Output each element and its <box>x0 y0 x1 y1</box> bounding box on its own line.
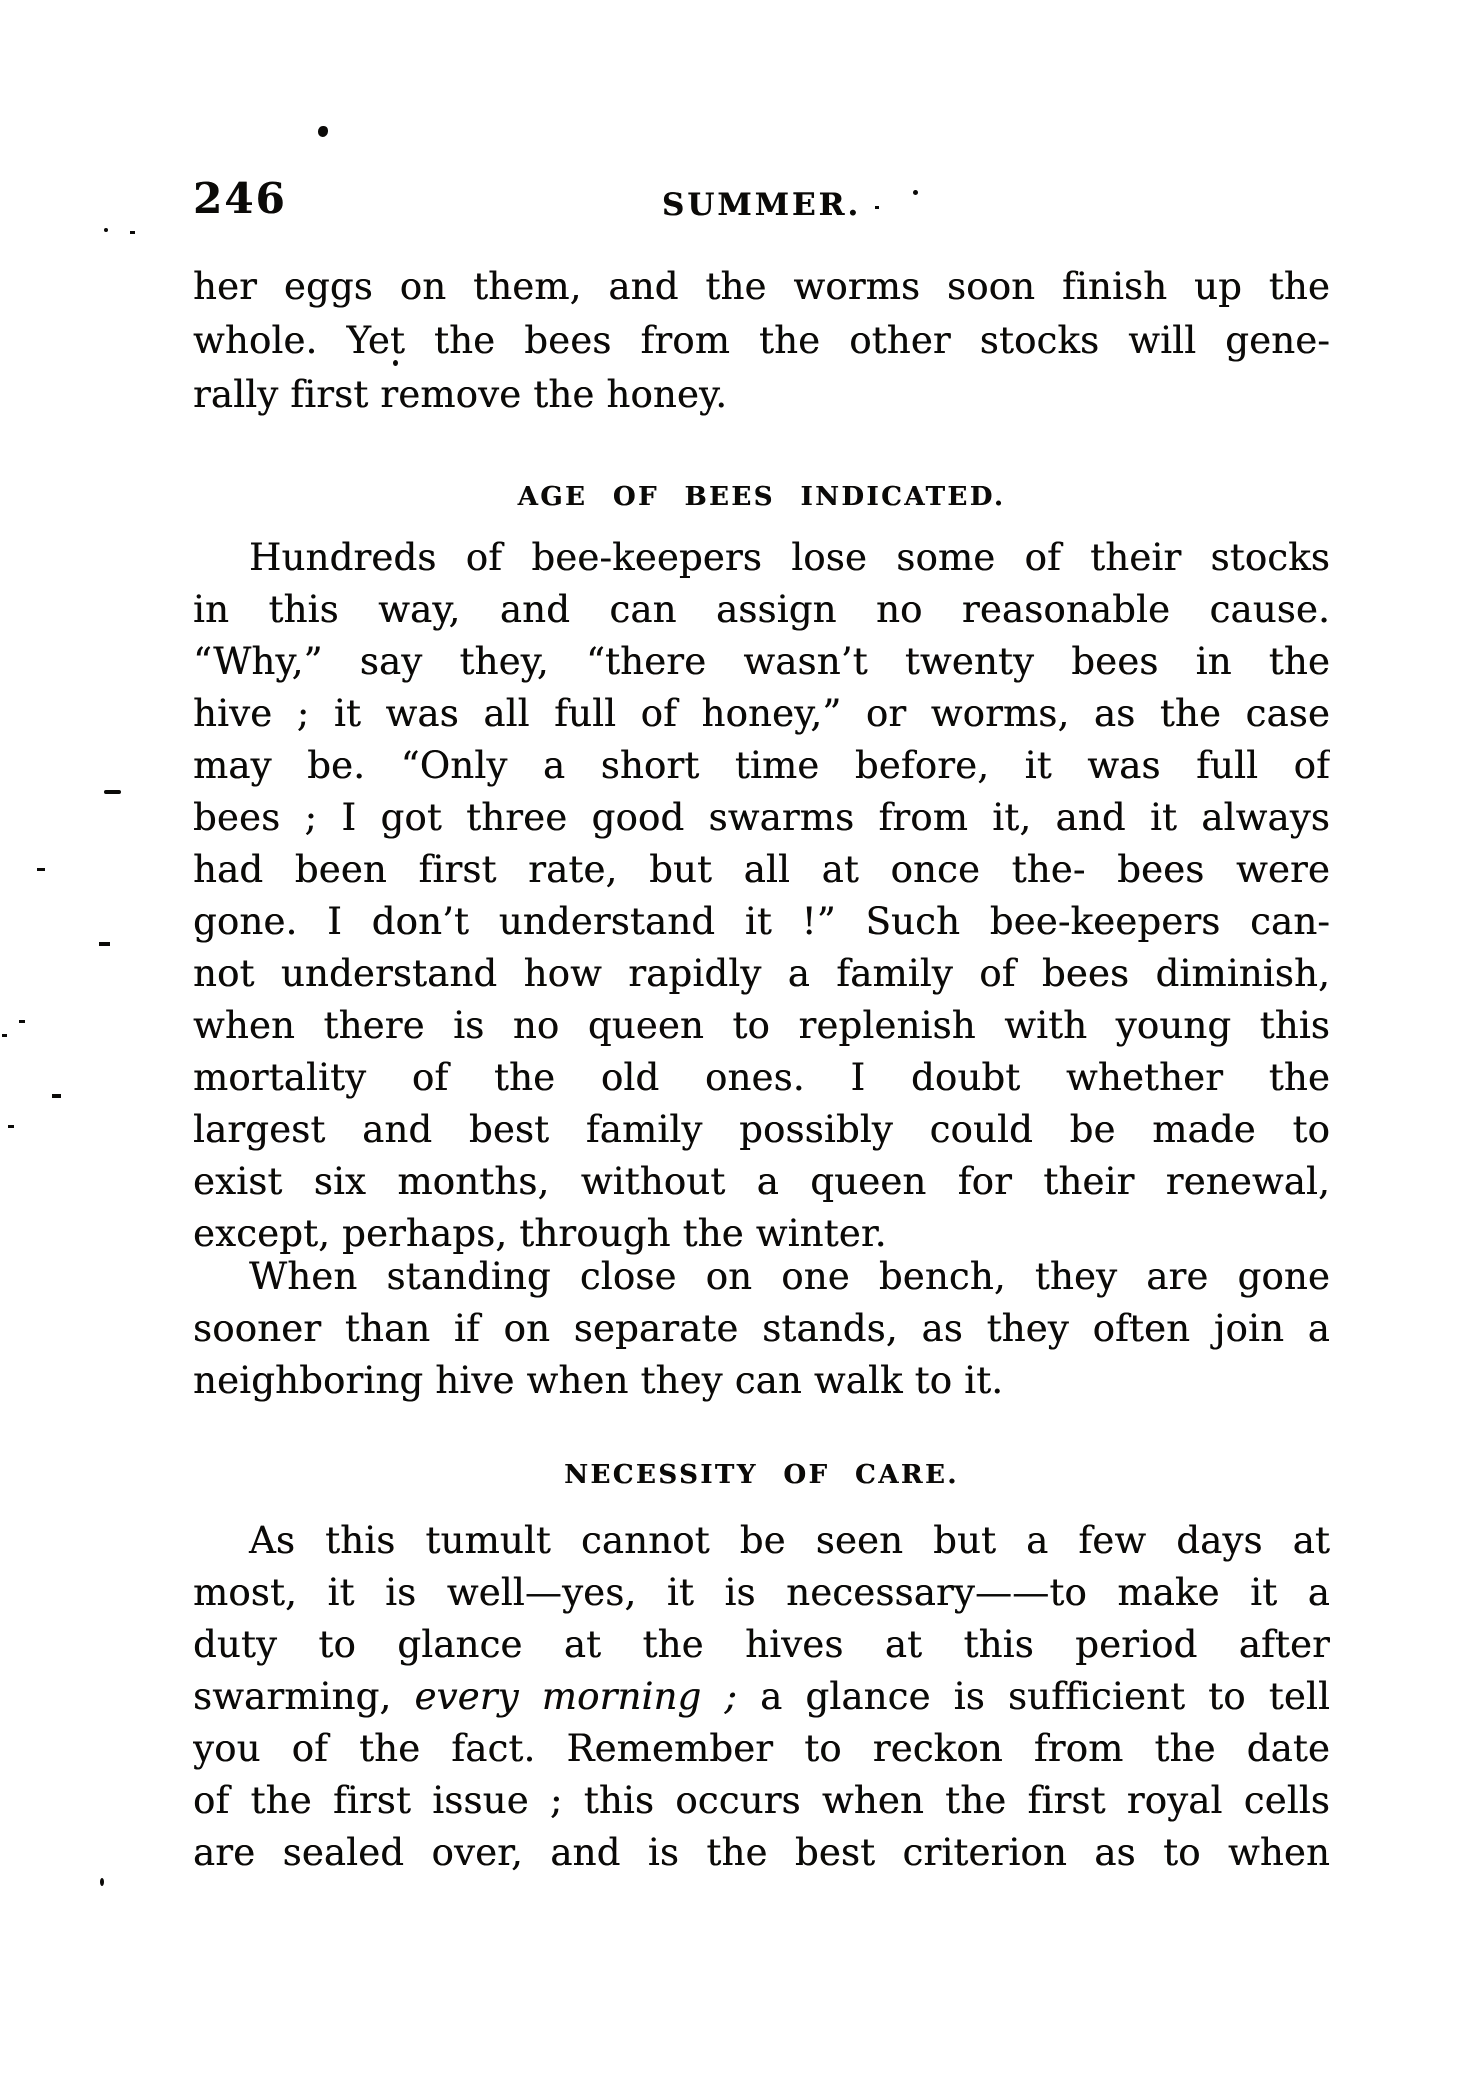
text-line: Hundreds of bee-keepers lose some of their stocks <box>249 536 1330 579</box>
italic-text: every morning ; <box>414 1675 738 1718</box>
text-line: are sealed over, and is the best criterion as to when <box>193 1831 1330 1874</box>
ink-speck <box>99 942 110 946</box>
text-line: gone. I don’t understand it !” Such bee-keepers can- <box>193 900 1330 943</box>
text-line: mortality of the old ones. I doubt whether the <box>193 1056 1330 1099</box>
text-line: you of the fact. Remember to reckon from the date <box>193 1727 1330 1770</box>
text-line: whole. Yet the bees from the other stocks will gene- <box>193 319 1330 362</box>
ink-speck <box>2 1034 7 1037</box>
text-line: neighboring hive when they can walk to it. <box>193 1359 1004 1402</box>
text-line: may be. “Only a short time before, it was full of <box>193 744 1330 787</box>
paragraph-standing-close <box>193 1251 1330 1407</box>
ink-speck <box>318 126 328 137</box>
text-line: in this way, and can assign no reasonable cause. <box>193 588 1330 631</box>
running-head: SUMMER. <box>661 187 862 223</box>
text-line <box>193 1671 1330 1723</box>
text-line: As this tumult cannot be seen but a few days at <box>249 1519 1330 1562</box>
ink-speck <box>104 228 108 232</box>
ink-speck <box>100 1878 104 1886</box>
text-line: except, perhaps, through the winter. <box>193 1212 887 1255</box>
text-line: duty to glance at the hives at this period after <box>193 1623 1330 1666</box>
paragraph-necessity-of-care <box>193 1515 1330 1879</box>
text-line: her eggs on them, and the worms soon finish up the <box>193 265 1330 308</box>
page-number: 246 <box>193 174 287 223</box>
text-line: hive ; it was all full of honey,” or worms, as the case <box>193 692 1330 735</box>
text-line: largest and best family possibly could be made to <box>193 1108 1330 1151</box>
text-line: had been first rate, but all at once the- bees were <box>193 848 1330 891</box>
ink-speck <box>19 1020 25 1023</box>
text-line: exist six months, without a queen for their renewal, <box>193 1160 1330 1203</box>
text-line: of the first issue ; this occurs when the first royal cells <box>193 1779 1330 1822</box>
text-line: most, it is well—yes, it is necessary——to make it a <box>193 1571 1330 1614</box>
text-line: bees ; I got three good swarms from it, and it always <box>193 796 1330 839</box>
paragraph-age-of-bees <box>193 532 1330 1260</box>
ink-speck <box>8 1125 14 1128</box>
section-heading-age-of-bees: AGE OF BEES INDICATED. <box>517 482 1006 512</box>
ink-speck <box>130 231 135 234</box>
ink-speck <box>52 1094 61 1098</box>
text-line: when there is no queen to replenish with young this <box>193 1004 1330 1047</box>
text-segment: a glance is sufficient to tell <box>737 1675 1330 1718</box>
text-line: When standing close on one bench, they are gone <box>249 1255 1330 1298</box>
section-heading-necessity-of-care: NECESSITY OF CARE. <box>564 1460 959 1490</box>
text-line: rally first remove the honey. <box>193 373 728 416</box>
text-line: not understand how rapidly a family of bees diminish, <box>193 952 1330 995</box>
ink-speck <box>104 790 121 794</box>
ink-speck <box>37 868 45 871</box>
text-segment: swarming, <box>193 1675 415 1718</box>
paragraph-intro <box>193 260 1330 422</box>
text-line: “Why,” say they, “there wasn’t twenty bees in the <box>193 640 1330 683</box>
text-line: sooner than if on separate stands, as they often join a <box>193 1307 1330 1350</box>
